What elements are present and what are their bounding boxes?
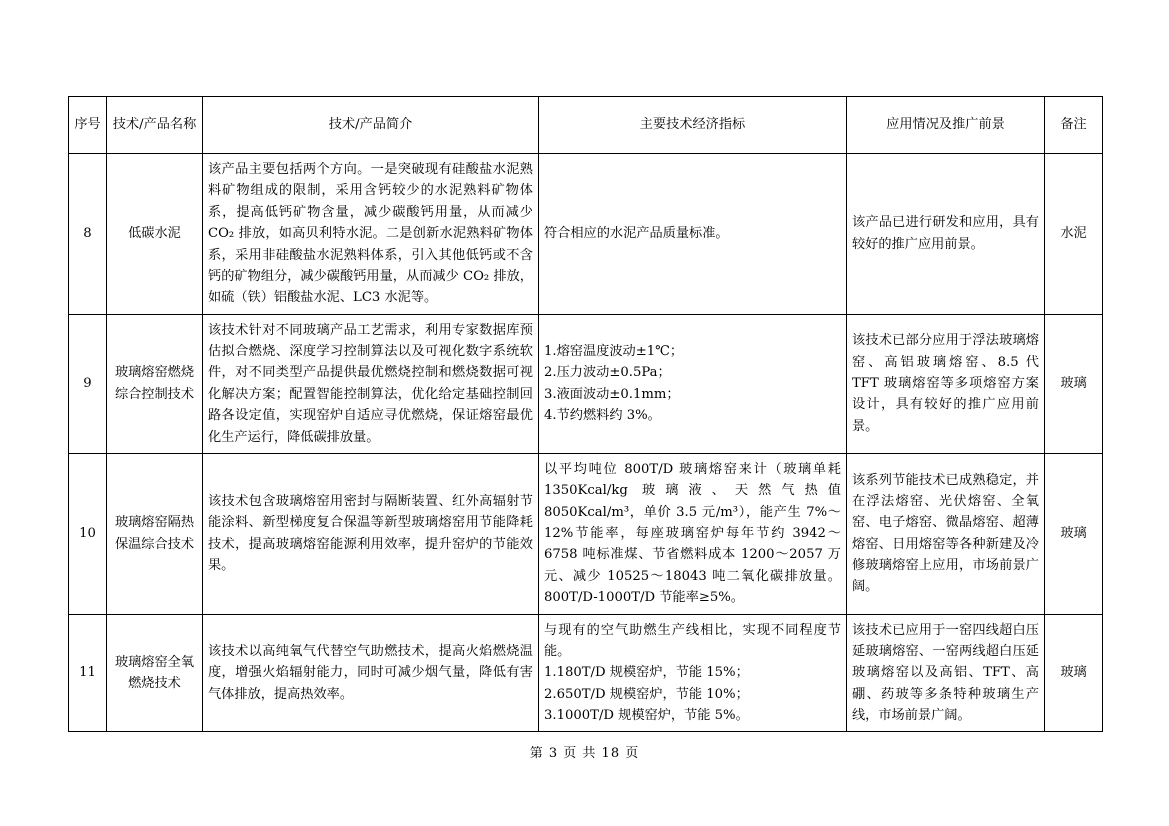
technology-catalog-table	[68, 96, 1103, 732]
row-application: 该系列节能技术已成熟稳定，并在浮法熔窑、光伏熔窑、全氧窑、电子熔窑、微晶熔窑、超薄熔窑、日用熔窑等各种新建及冷修玻璃熔窑上应用，市场前景广阔。	[847, 453, 1045, 614]
table-header-row	[69, 97, 1103, 154]
kpi-line: 1.180T/D 规模窑炉，节能 15%；	[544, 665, 749, 681]
header-cell-desc: 技术/产品简介	[203, 97, 539, 154]
row-description: 该产品主要包括两个方向。一是突破现有硅酸盐水泥熟料矿物组成的限制，采用含钙较少的水泥熟料矿物体系，提高低钙矿物含量，减少碳酸钙用量，从而减少 CO₂ 排放，如高贝利特水泥。二是创新水泥熟料矿物体系，采用非硅酸盐水泥熟料体系，引入其他低钙或不含钙的矿物组分，减少碳酸钙用量，从而减少 CO₂ 排放，如硫（铁）铝酸盐水泥、LC3 水泥等。	[203, 154, 539, 315]
kpi-line: 1.熔窑温度波动±1℃；	[544, 344, 684, 359]
kpi-line: 3.1000T/D 规模窑炉，节能 5%。	[544, 708, 749, 723]
header-cell-memo: 备注	[1045, 97, 1103, 154]
row-memo: 玻璃	[1045, 453, 1103, 614]
row-application: 该技术已部分应用于浮法玻璃熔窑、高铝玻璃熔窑、8.5 代 TFT 玻璃熔窑等多项熔窑方案设计，具有较好的推广应用前景。	[847, 314, 1045, 453]
table-row	[69, 614, 1103, 732]
row-description: 该技术包含玻璃熔窑用密封与隔断装置、红外高辐射节能涂料、新型梯度复合保温等新型玻璃熔窑用节能降耗技术，提高玻璃熔窑能源利用效率，提升窑炉的节能效果。	[203, 453, 539, 614]
header-cell-no: 序号	[69, 97, 107, 154]
kpi-line: 与现有的空气助燃生产线相比，实现不同程度节能。	[544, 622, 841, 659]
kpi-line: 2.压力波动±0.5Pa；	[544, 365, 671, 381]
kpi-line: 4.节约燃料约 3%。	[544, 408, 661, 424]
kpi-line: 符合相应的水泥产品质量标准。	[544, 226, 729, 242]
row-technology-name: 玻璃熔窑隔热保温综合技术	[107, 453, 203, 614]
header-cell-name: 技术/产品名称	[107, 97, 203, 154]
table-row	[69, 453, 1103, 614]
row-application: 该技术已应用于一窑四线超白压延玻璃熔窑、一窑两线超白压延玻璃熔窑以及高铝、TFT、高硼、药玻等多条特种玻璃生产线，市场前景广阔。	[847, 614, 1045, 732]
row-number: 11	[69, 614, 107, 732]
row-number: 9	[69, 314, 107, 453]
row-application: 该产品已进行研发和应用，具有较好的推广应用前景。	[847, 154, 1045, 315]
row-kpi	[539, 453, 847, 614]
kpi-line: 以平均吨位 800T/D 玻璃熔窑来计（玻璃单耗 1350Kcal/kg 玻璃液、天然气热值 8050Kcal/m³，单价 3.5 元/m³），能产生 7%～12%节能率，每座玻璃窑炉每年节约 3942～6758 吨标准煤、节省燃料成本 1200～2057 万元、减少 10525～18043 吨二氧化碳排放量。800T/D-1000T/D 节能率≥5%。	[544, 461, 841, 606]
row-number: 8	[69, 154, 107, 315]
kpi-line: 3.液面波动±0.1mm；	[544, 386, 680, 402]
technology-catalog-table-container	[68, 96, 1102, 732]
row-kpi	[539, 154, 847, 315]
row-technology-name: 低碳水泥	[107, 154, 203, 315]
row-kpi	[539, 614, 847, 732]
row-kpi	[539, 314, 847, 453]
row-memo: 水泥	[1045, 154, 1103, 315]
table-row	[69, 314, 1103, 453]
table-body	[69, 154, 1103, 732]
header-cell-app: 应用情况及推广前景	[847, 97, 1045, 154]
table-row	[69, 154, 1103, 315]
header-cell-kpi: 主要技术经济指标	[539, 97, 847, 154]
row-description: 该技术针对不同玻璃产品工艺需求，利用专家数据库预估拟合燃烧、深度学习控制算法以及可视化数字系统软件，对不同类型产品提供最优燃烧控制和燃烧数据可视化解决方案；配置智能控制算法，优化给定基础控制回路各设定值，实现窑炉自适应寻优燃烧，保证熔窑最优化生产运行，降低碳排放量。	[203, 314, 539, 453]
row-number: 10	[69, 453, 107, 614]
row-memo: 玻璃	[1045, 614, 1103, 732]
row-description: 该技术以高纯氧气代替空气助燃技术，提高火焰燃烧温度，增强火焰辐射能力，同时可减少烟气量，降低有害气体排放，提高热效率。	[203, 614, 539, 732]
row-memo: 玻璃	[1045, 314, 1103, 453]
page-footer: 第 3 页 共 18 页	[529, 746, 640, 761]
row-technology-name: 玻璃熔窑全氧燃烧技术	[107, 614, 203, 732]
kpi-line: 2.650T/D 规模窑炉，节能 10%；	[544, 686, 749, 702]
row-technology-name: 玻璃熔窑燃烧综合控制技术	[107, 314, 203, 453]
